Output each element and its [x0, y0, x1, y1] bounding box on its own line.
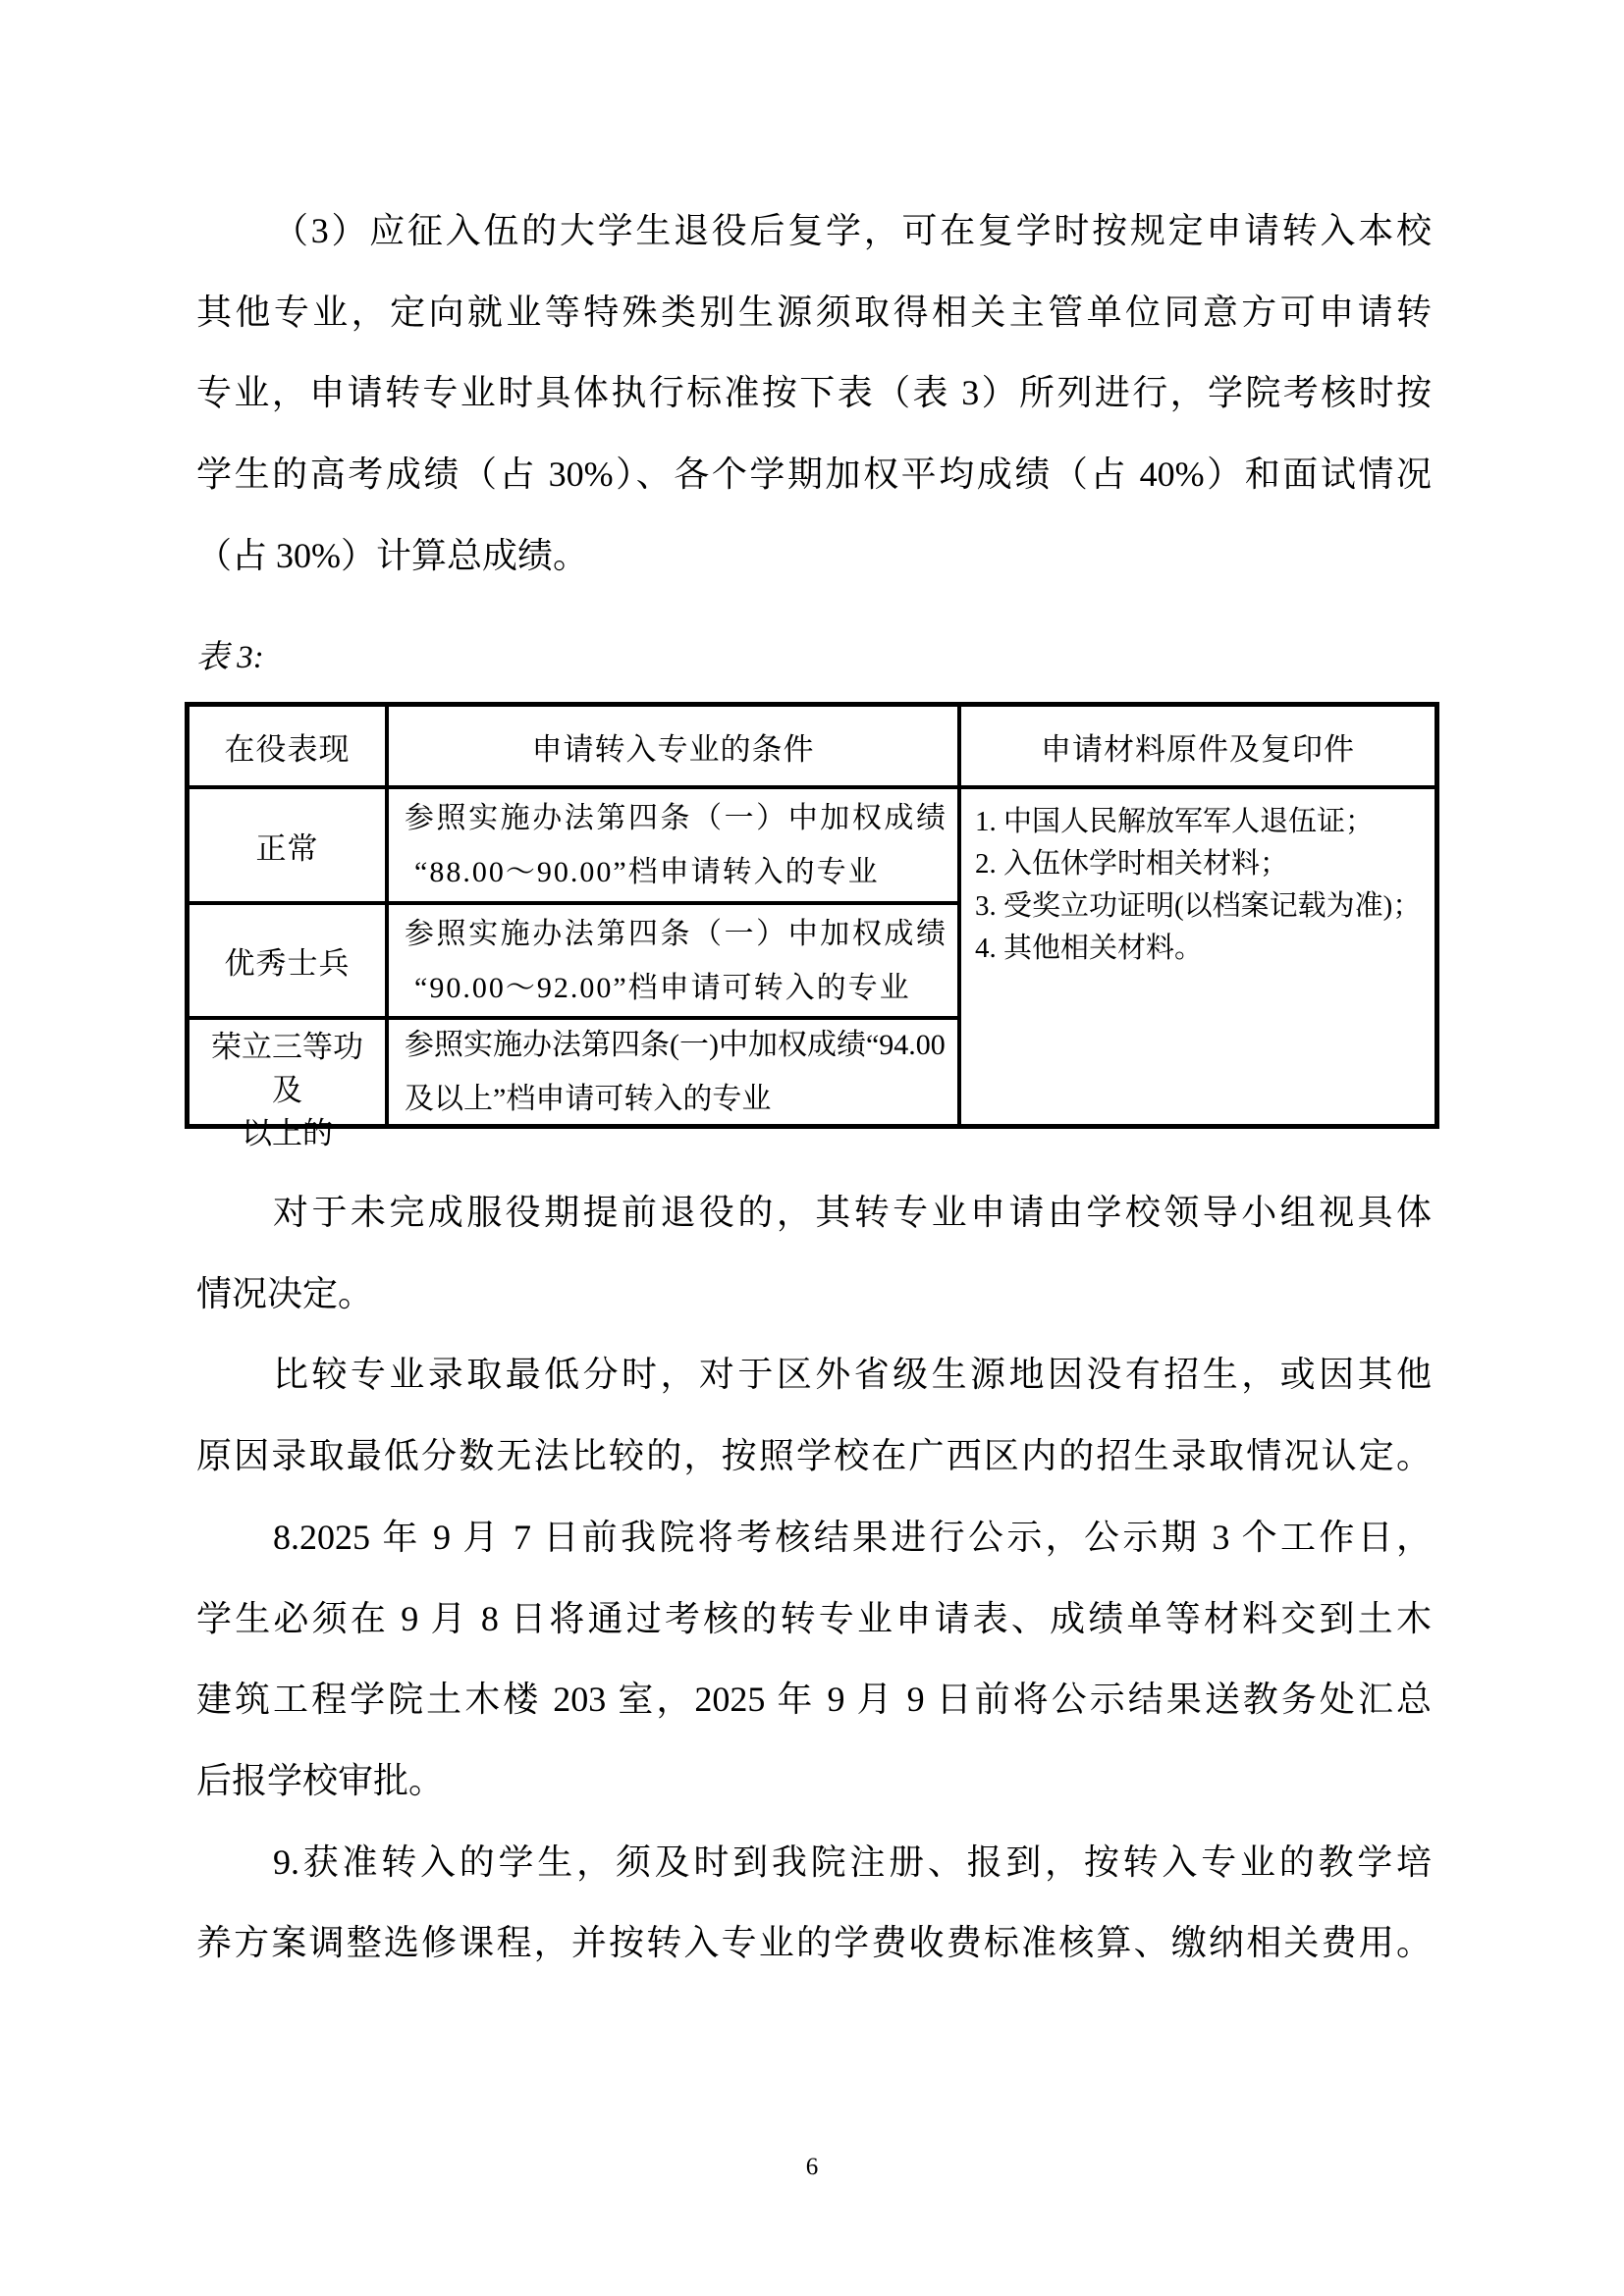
cell-text-line: 及以上”档申请可转入的专业 — [405, 1083, 772, 1115]
header-label: 申请材料原件及复印件 — [1041, 731, 1355, 767]
paragraph-line: 其他专业，定向就业等特殊类别生源须取得相关主管单位同意方可申请转 — [196, 293, 1432, 332]
paragraph-line: （3）应征入伍的大学生退役后复学，可在复学时按规定申请转入本校 — [273, 211, 1432, 250]
cell-text: 优秀士兵 — [224, 946, 351, 981]
table-header-condition — [389, 707, 961, 789]
cell-text-line: 荣立三等功 — [211, 1030, 363, 1064]
cell-text-line: 参照实施办法第四条（一）中加权成绩 — [405, 802, 946, 834]
page-number: 6 — [805, 2154, 819, 2180]
material-item: 3. 受奖立功证明(以档案记载为准)； — [975, 890, 1422, 922]
cell-text-line: 以上的 — [242, 1116, 333, 1150]
paragraph-line: 对于未完成服役期提前退役的，其转专业申请由学校领导小组视具体 — [273, 1193, 1432, 1232]
paragraph-line: 原因录取最低分数无法比较的，按照学校在广西区内的招生录取情况认定。 — [196, 1436, 1432, 1475]
cell-text: 正常 — [255, 830, 319, 866]
table-cell-condition-excellent — [389, 905, 961, 1020]
paragraph-line: 9.获准转入的学生，须及时到我院注册、报到，按转入专业的教学培 — [273, 1842, 1432, 1882]
table-header-materials — [961, 707, 1435, 789]
table-cell-condition-merit — [389, 1020, 961, 1124]
table-cell-performance-excellent — [189, 905, 389, 1020]
table-header-performance — [189, 707, 389, 789]
table-cell-materials — [961, 789, 1435, 1124]
paragraph-line: 学生必须在 9 月 8 日将通过考核的转专业申请表、成绩单等材料交到土木 — [196, 1599, 1432, 1638]
paragraph-line: 比较专业录取最低分时，对于区外省级生源地因没有招生，或因其他 — [273, 1355, 1432, 1394]
material-item: 4. 其他相关材料。 — [975, 933, 1204, 964]
paragraph-line: 养方案调整选修课程，并按转入专业的学费收费标准核算、缴纳相关费用。 — [196, 1923, 1432, 1962]
header-label: 申请转入专业的条件 — [531, 731, 815, 767]
transfer-criteria-table — [185, 702, 1439, 1150]
material-item: 1. 中国人民解放军军人退伍证； — [975, 806, 1375, 837]
paragraph-line: 学生的高考成绩（占 30%）、各个学期加权平均成绩（占 40%）和面试情况 — [196, 454, 1432, 494]
paragraph-line: 情况决定。 — [196, 1274, 374, 1313]
cell-text-line: “90.00～92.00”档申请可转入的专业 — [414, 971, 911, 1004]
paragraph-line: 后报学校审批。 — [196, 1761, 445, 1800]
paragraph-line: 8.2025 年 9 月 7 日前我院将考核结果进行公示，公示期 3 个工作日， — [273, 1518, 1432, 1557]
cell-text-line: 参照实施办法第四条（一）中加权成绩 — [405, 917, 946, 950]
material-item: 2. 入伍休学时相关材料； — [975, 848, 1289, 880]
cell-text-line: 及 — [272, 1073, 302, 1107]
table-cell-condition-normal — [389, 789, 961, 905]
header-label: 在役表现 — [224, 731, 351, 767]
table-caption: 表 3: — [196, 640, 264, 675]
paragraph-line: 建筑工程学院土木楼 203 室，2025 年 9 月 9 日前将公示结果送教务处汇总 — [196, 1680, 1432, 1719]
cell-text-line: “88.00～90.00”档申请转入的专业 — [414, 856, 880, 888]
cell-text-line: 参照实施办法第四条(一)中加权成绩“94.00 — [405, 1029, 946, 1061]
paragraph-line: （占 30%）计算总成绩。 — [196, 536, 588, 575]
paragraph-line: 专业，申请转专业时具体执行标准按下表（表 3）所列进行，学院考核时按 — [196, 373, 1432, 412]
table-cell-performance-merit — [189, 1020, 389, 1150]
table-cell-performance-normal — [189, 789, 389, 905]
